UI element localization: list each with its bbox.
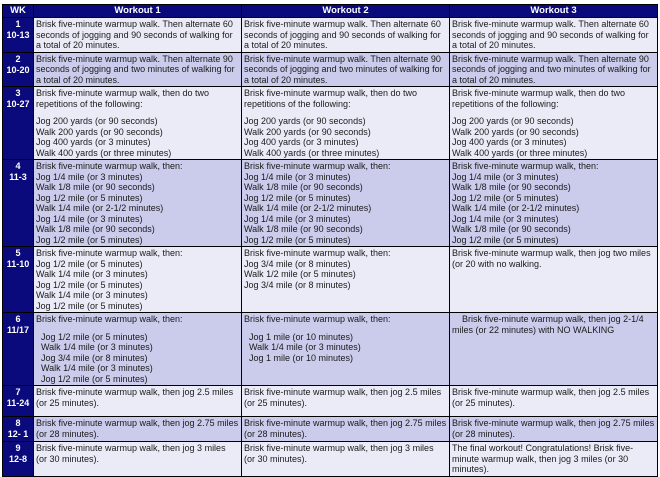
workout-text-line: Brisk five-minute warmup walk, then do two repetitions of the following:	[36, 88, 212, 109]
week-row-3	[3, 87, 658, 160]
workout-text-line: Brisk five-minute warmup walk, then do two repetitions of the following:	[452, 88, 628, 109]
workout-text-line: Walk 200 yards (or 90 seconds)	[452, 126, 579, 137]
week-label-cell	[3, 18, 34, 53]
column-header-workout-3: Workout 3	[450, 5, 658, 18]
workout-text-line: Walk 1/8 mile (or 90 seconds)	[244, 224, 363, 234]
workout-text-line: Walk 1/4 mile (or 3 minutes)	[36, 342, 153, 352]
week-label-cell	[3, 160, 34, 247]
workout-text-line: Walk 1/4 mile (or 2-1/2 minutes)	[36, 203, 164, 213]
workout-text-line: Jog 1/4 mile (or 3 minutes)	[36, 171, 143, 182]
workout-text-line: Jog 400 yards (or 3 minutes)	[36, 137, 151, 147]
table-body	[3, 18, 658, 477]
workout-text-line: Jog 1/4 mile (or 3 minutes)	[244, 213, 351, 224]
workout-text-line: Jog 1/4 mile (or 3 minutes)	[36, 213, 143, 224]
workout-text-line: Jog 1/2 mile (or 5 minutes)	[244, 192, 351, 203]
workout-text-line: Brisk five-minute warmup walk, then:	[244, 314, 391, 324]
workout-2-week-7-cell	[242, 386, 450, 417]
workout-3-week-3-cell	[450, 87, 658, 160]
workout-text-line: Jog 400 yards (or 3 minutes)	[244, 137, 359, 147]
workout-text-line: Brisk five-minute warmup walk, then:	[36, 248, 183, 258]
week-date: 11/17	[6, 325, 30, 335]
week-label-cell	[3, 313, 34, 386]
week-label-cell	[3, 442, 34, 477]
week-row-9	[3, 442, 658, 477]
week-row-7	[3, 386, 658, 417]
workout-text-line: Walk 1/4 mile (or 2-1/2 minutes)	[452, 203, 580, 213]
week-number: 8	[15, 418, 21, 428]
workout-2-week-8-cell	[242, 417, 450, 442]
workout-text-line: Jog 1/2 mile (or 5 minutes)	[36, 331, 148, 342]
workout-3-week-4-cell	[450, 160, 658, 247]
workout-text-line: Brisk five-minute warmup walk, then jog 2.75 miles (or 28 minutes).	[452, 418, 657, 439]
workout-text-line: Jog 1/2 mile (or 5 minutes)	[36, 279, 143, 290]
workout-1-week-4-cell	[34, 160, 242, 247]
week-label-cell	[3, 247, 34, 313]
workout-text-line: Walk 200 yards (or 90 seconds)	[244, 126, 371, 137]
workout-3-week-8-cell	[450, 417, 658, 442]
workout-2-week-1-cell	[242, 18, 450, 53]
workout-text-line: Walk 1/8 mile (or 90 seconds)	[36, 182, 155, 192]
workout-text-line: Jog 1/2 mile (or 5 minutes)	[36, 300, 143, 311]
workout-schedule-table	[2, 4, 658, 477]
workout-text-line: Brisk five-minute warmup walk. Then alternate 90 seconds of jogging and two minutes of walking for a total of 20 minutes.	[36, 53, 238, 85]
workout-text-line: Brisk five-minute warmup walk, then do two repetitions of the following:	[244, 88, 420, 109]
workout-text-line: Brisk five-minute warmup walk, then jog 2.75 miles (or 28 minutes).	[244, 418, 449, 439]
workout-text-line: Brisk five-minute warmup walk, then jog 2.5 miles (or 25 minutes).	[244, 387, 444, 408]
workout-text-line	[244, 408, 447, 415]
workout-3-week-6-cell	[450, 313, 658, 386]
workout-text-line: Brisk five-minute warmup walk, then:	[452, 161, 599, 171]
workout-text-line: Walk 1/4 mile (or 3 minutes)	[36, 363, 153, 373]
column-header-wk: WK	[3, 5, 34, 18]
week-date: 10-27	[6, 99, 30, 109]
workout-text-line: Brisk five-minute warmup walk. Then alternate 60 seconds of jogging and 90 seconds of walking for a total of 20 minutes.	[244, 19, 444, 50]
workout-text-line: Jog 1/2 mile (or 5 minutes)	[452, 234, 559, 245]
week-label-cell	[3, 87, 34, 160]
week-date: 11-3	[9, 172, 27, 182]
workout-text-line: Jog 200 yards (or 90 seconds)	[244, 116, 366, 126]
column-header-workout-2: Workout 2	[242, 5, 450, 18]
week-label-cell	[3, 52, 34, 87]
workout-text-line: Jog 3/4 mile (or 8 minutes)	[244, 279, 351, 290]
week-row-5	[3, 247, 658, 313]
workout-text-line: Brisk five-minute warmup walk, then:	[36, 314, 183, 324]
workout-text-line: Jog 1/4 mile (or 3 minutes)	[452, 213, 559, 224]
week-label-cell	[3, 386, 34, 417]
workout-text-line: Jog 1/2 mile (or 5 minutes)	[36, 234, 143, 245]
workout-2-week-4-cell	[242, 160, 450, 247]
workout-text-line: Jog 1/2 mile (or 5 minutes)	[244, 234, 351, 245]
workout-text-line: The final workout! Congratulations! Brisk five-minute warmup walk, then jog 3 miles (or 30 minutes).	[452, 443, 634, 474]
workout-text-line: Brisk five-minute warmup walk, then jog 2.5 miles (or 25 minutes).	[36, 387, 236, 408]
workout-text-line: Brisk five-minute warmup walk, then jog 2-1/4 miles (or 22 minutes) with NO WALKING	[452, 314, 647, 335]
workout-3-week-5-cell	[450, 247, 658, 313]
workout-1-week-3-cell	[34, 87, 242, 160]
workout-text-line: Walk 400 yards (or three minutes)	[452, 147, 588, 158]
workout-text-line: Jog 1/2 mile (or 5 minutes)	[452, 192, 559, 203]
week-date: 12-8	[8, 454, 27, 464]
workout-text-line	[452, 408, 655, 415]
week-row-4	[3, 160, 658, 247]
workout-2-week-9-cell	[242, 442, 450, 477]
week-date: 11-24	[6, 398, 30, 408]
week-number: 2	[15, 53, 21, 64]
column-header-workout-1: Workout 1	[34, 5, 242, 18]
week-label-cell	[3, 417, 34, 442]
workout-text-line: Walk 1/4 mile (or 3 minutes)	[244, 342, 361, 352]
week-number: 3	[15, 88, 21, 98]
workout-text-line: Jog 1/4 mile (or 3 minutes)	[452, 171, 559, 182]
workout-text-line: Walk 1/2 mile (or 5 minutes)	[244, 269, 356, 279]
workout-text-line: Jog 1 mile (or 10 minutes)	[244, 352, 354, 363]
week-row-6	[3, 313, 658, 386]
workout-text-line: Jog 200 yards (or 90 seconds)	[36, 116, 158, 126]
workout-text-line: Walk 1/8 mile (or 90 seconds)	[452, 224, 571, 234]
week-row-1	[3, 18, 658, 53]
workout-text-line: Brisk five-minute warmup walk. Then alternate 90 seconds of jogging and two minutes of walking for a total of 20 minutes.	[452, 53, 654, 85]
workout-text-line: Brisk five-minute warmup walk, then:	[244, 161, 391, 171]
workout-text-line: Brisk five-minute warmup walk, then jog 3 miles (or 30 minutes).	[36, 443, 229, 464]
week-date: 12- 1	[7, 429, 29, 439]
workout-text-line	[36, 325, 239, 332]
workout-text-line: Walk 1/4 mile (or 3 minutes)	[36, 290, 148, 300]
week-date: 10-13	[6, 30, 30, 40]
workout-text-line: Walk 1/4 mile (or 3 minutes)	[36, 269, 148, 279]
workout-text-line: Walk 1/8 mile (or 90 seconds)	[36, 224, 155, 234]
workout-text-line	[244, 325, 447, 332]
workout-text-line: Brisk five-minute warmup walk. Then alternate 60 seconds of jogging and 90 seconds of walking for a total of 20 minutes.	[452, 19, 652, 50]
workout-3-week-9-cell	[450, 442, 658, 477]
workout-3-week-2-cell	[450, 52, 658, 87]
week-date: 11-10	[6, 259, 30, 269]
week-row-8	[3, 417, 658, 442]
workout-text-line: Jog 3/4 mile (or 8 minutes)	[36, 352, 148, 363]
week-number: 4	[15, 161, 21, 171]
workout-text-line	[244, 109, 447, 116]
week-number: 5	[15, 248, 21, 258]
workout-text-line: Jog 1/2 mile (or 5 minutes)	[36, 258, 143, 269]
workout-text-line: Brisk five-minute warmup walk, then jog 2.5 miles (or 25 minutes).	[452, 387, 652, 408]
workout-text-line: Jog 1 mile (or 10 minutes)	[244, 331, 354, 342]
workout-text-line: Brisk five-minute warmup walk. Then alternate 60 seconds of jogging and 90 seconds of walking for a total of 20 minutes.	[36, 19, 236, 50]
workout-text-line	[36, 109, 239, 116]
header-row	[3, 5, 658, 18]
workout-1-week-2-cell	[34, 52, 242, 87]
week-number: 9	[15, 443, 21, 453]
workout-text-line: Brisk five-minute warmup walk. Then alternate 90 seconds of jogging and two minutes of walking for a total of 20 minutes.	[244, 53, 446, 85]
table-header	[3, 5, 658, 18]
week-row-2	[3, 52, 658, 87]
workout-2-week-6-cell	[242, 313, 450, 386]
workout-text-line: Walk 1/4 mile (or 2-1/2 minutes)	[244, 203, 372, 213]
workout-text-line: Brisk five-minute warmup walk, then jog two miles (or 20 with no walking.	[452, 248, 654, 269]
week-number: 6	[15, 314, 21, 324]
workout-1-week-6-cell	[34, 313, 242, 386]
workout-2-week-3-cell	[242, 87, 450, 160]
week-number: 7	[15, 387, 21, 397]
workout-text-line: Walk 200 yards (or 90 seconds)	[36, 126, 163, 137]
workout-3-week-7-cell	[450, 386, 658, 417]
workout-2-week-2-cell	[242, 52, 450, 87]
workout-text-line: Walk 1/8 mile (or 90 seconds)	[244, 182, 363, 192]
workout-text-line	[36, 408, 239, 415]
workout-text-line: Jog 1/2 mile (or 5 minutes)	[36, 192, 143, 203]
workout-text-line: Brisk five-minute warmup walk, then:	[244, 248, 391, 258]
workout-text-line: Jog 1/4 mile (or 3 minutes)	[244, 171, 351, 182]
workout-2-week-5-cell	[242, 247, 450, 313]
workout-1-week-9-cell	[34, 442, 242, 477]
workout-text-line: Jog 1/2 mile (or 5 minutes)	[36, 373, 148, 384]
workout-text-line: Jog 400 yards (or 3 minutes)	[452, 137, 567, 147]
workout-text-line: Brisk five-minute warmup walk, then jog 3 miles (or 30 minutes).	[244, 443, 437, 464]
workout-text-line: Walk 1/8 mile (or 90 seconds)	[452, 182, 571, 192]
workout-text-line: Jog 3/4 mile (or 8 minutes)	[244, 258, 351, 269]
workout-text-line: Brisk five-minute warmup walk, then jog 2.75 miles (or 28 minutes).	[36, 418, 241, 439]
workout-3-week-1-cell	[450, 18, 658, 53]
workout-1-week-5-cell	[34, 247, 242, 313]
workout-text-line: Brisk five-minute warmup walk, then:	[36, 161, 183, 171]
week-number: 1	[15, 19, 21, 29]
week-date: 10-20	[6, 64, 30, 75]
workout-1-week-8-cell	[34, 417, 242, 442]
workout-text-line: Jog 200 yards (or 90 seconds)	[452, 116, 574, 126]
workout-text-line	[452, 109, 655, 116]
workout-1-week-1-cell	[34, 18, 242, 53]
workout-text-line: Walk 400 yards (or three minutes)	[244, 147, 380, 158]
workout-text-line: Walk 400 yards (or three minutes)	[36, 147, 172, 158]
workout-1-week-7-cell	[34, 386, 242, 417]
